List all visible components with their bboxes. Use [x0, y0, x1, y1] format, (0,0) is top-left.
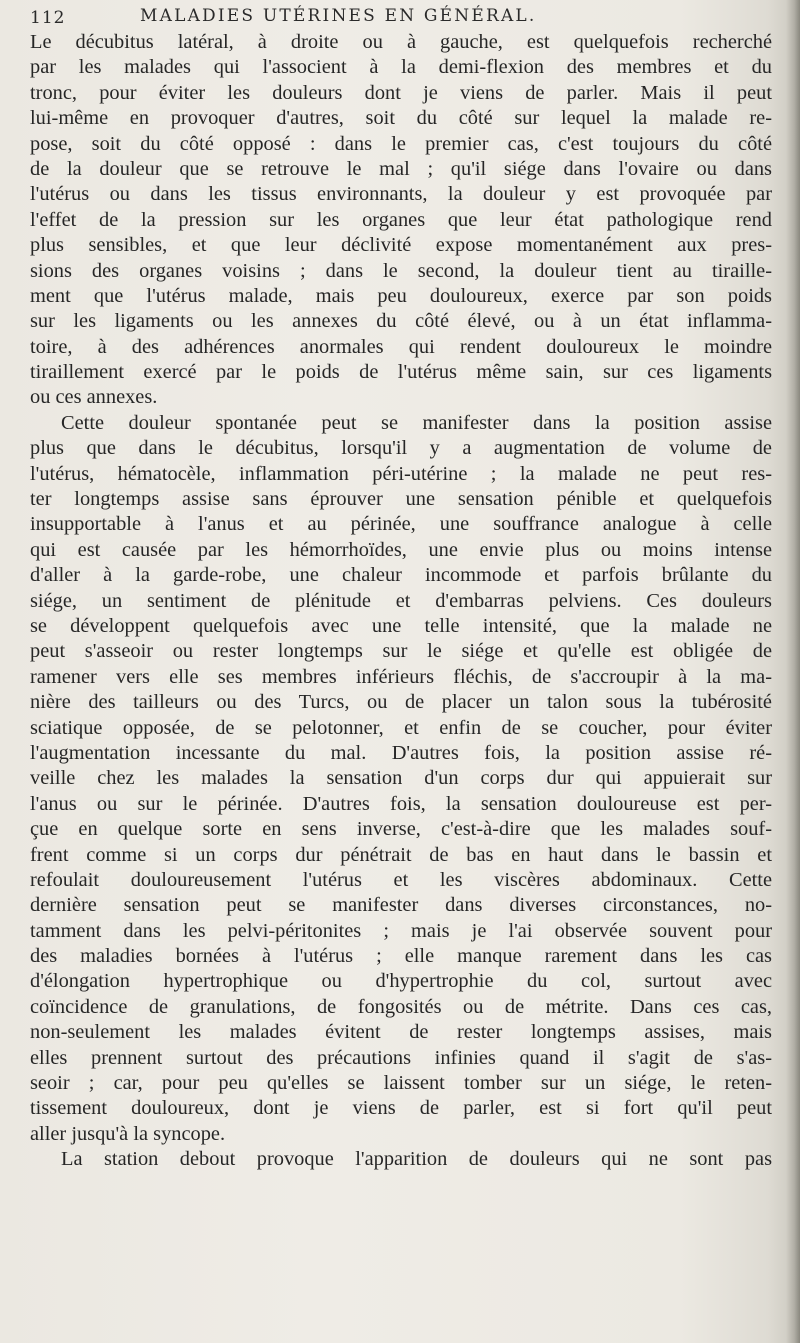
text-line: refoulait douloureusement l'utérus et les viscères abdominaux. Cette: [30, 868, 772, 891]
text-line: coïncidence de granulations, de fongosités ou de métrite. Dans ces cas,: [30, 995, 772, 1018]
text-line: Le décubitus latéral, à droite ou à gauche, est quelquefois recherché: [30, 31, 772, 53]
text-line: frent comme si un corps dur pénétrait de bas en haut dans le bassin et: [30, 843, 772, 866]
page-header: [30, 4, 772, 30]
text-line: ramener vers elle ses membres inférieurs fléchis, de s'accroupir à la ma-: [30, 665, 772, 688]
text-line: Cette douleur spontanée peut se manifester dans la position assise: [61, 411, 772, 434]
text-line: sciatique opposée, de se pelotonner, et enfin de se coucher, pour éviter: [30, 716, 772, 739]
text-line: insupportable à l'anus et au périnée, une souffrance analogue à celle: [30, 513, 772, 536]
page-number: 112: [30, 8, 66, 28]
page-edge-shadow: [786, 0, 800, 1343]
text-line: sur les ligaments ou les annexes du côté élevé, ou à un état inflamma-: [30, 310, 772, 333]
text-line: de la douleur que se retrouve le mal ; qu'il siége dans l'ovaire ou dans: [30, 157, 772, 180]
text-line: tronc, pour éviter les douleurs dont je viens de parler. Mais il peut: [30, 81, 772, 104]
text-line: çue en quelque sorte en sens inverse, c'est-à-dire que les malades souf-: [30, 818, 772, 841]
text-line: nière des tailleurs ou des Turcs, ou de placer un talon sous la tubérosité: [30, 691, 772, 714]
running-title: MALADIES UTÉRINES EN GÉNÉRAL.: [140, 6, 537, 26]
body-text: [30, 30, 772, 1173]
text-line: La station debout provoque l'apparition de douleurs qui ne sont pas: [61, 1148, 772, 1171]
text-line: se développent quelquefois avec une telle intensité, que la malade ne: [30, 614, 772, 637]
text-line: non-seulement les malades évitent de rester longtemps assises, mais: [30, 1021, 772, 1044]
text-line: des maladies bornées à l'utérus ; elle manque rarement dans les cas: [30, 945, 772, 968]
text-line: d'aller à la garde-robe, une chaleur incommode et parfois brûlante du: [30, 564, 772, 587]
text-line: l'utérus ou dans les tissus environnants, la douleur y est provoquée par: [30, 183, 772, 206]
text-line: d'élongation hypertrophique ou d'hypertrophie du col, surtout avec: [30, 970, 772, 993]
text-line: tamment dans les pelvi-péritonites ; mais je l'ai observée souvent pour: [30, 919, 772, 942]
text-line: tissement douloureux, dont je viens de parler, est si fort qu'il peut: [30, 1097, 772, 1120]
text-line: seoir ; car, pour peu qu'elles se laissent tomber sur un siége, le reten-: [30, 1072, 772, 1095]
text-line: lui-même en provoquer d'autres, soit du côté sur lequel la malade re-: [30, 107, 772, 130]
text-line: qui est causée par les hémorrhoïdes, une envie plus ou moins intense: [30, 538, 772, 561]
text-line: elles prennent surtout des précautions infinies quand il s'agit de s'as-: [30, 1046, 772, 1069]
text-line: ou ces annexes.: [30, 386, 158, 409]
text-line: dernière sensation peut se manifester dans diverses circonstances, no-: [30, 894, 772, 917]
text-line: toire, à des adhérences anormales qui rendent douloureux le moindre: [30, 335, 772, 358]
text-line: plus que dans le décubitus, lorsqu'il y a augmentation de volume de: [30, 437, 772, 460]
text-line: pose, soit du côté opposé : dans le premier cas, c'est toujours du côté: [30, 132, 772, 155]
text-line: ter longtemps assise sans éprouver une sensation pénible et quelquefois: [30, 488, 772, 511]
text-line: l'augmentation incessante du mal. D'autres fois, la position assise ré-: [30, 741, 772, 764]
text-line: veille chez les malades la sensation d'un corps dur qui appuierait sur: [30, 767, 772, 790]
text-line: plus sensibles, et que leur déclivité expose momentanément aux pres-: [30, 234, 772, 257]
text-line: peut s'asseoir ou rester longtemps sur le siége et qu'elle est obligée de: [30, 640, 772, 663]
text-line: sions des organes voisins ; dans le second, la douleur tient au tiraille-: [30, 259, 772, 282]
text-line: l'anus ou sur le périnée. D'autres fois, la sensation douloureuse est per-: [30, 792, 772, 815]
text-line: l'utérus, hématocèle, inflammation péri-utérine ; la malade ne peut res-: [30, 462, 772, 485]
text-line: tiraillement exercé par le poids de l'utérus même sain, sur ces ligaments: [30, 361, 772, 384]
text-line: par les malades qui l'associent à la demi-flexion des membres et du: [30, 56, 772, 79]
text-line: siége, un sentiment de plénitude et d'embarras pelviens. Ces douleurs: [30, 589, 772, 612]
text-line: ment que l'utérus malade, mais peu douloureux, exerce par son poids: [30, 284, 772, 307]
text-line: l'effet de la pression sur les organes que leur état pathologique rend: [30, 208, 772, 231]
text-line: aller jusqu'à la syncope.: [30, 1122, 226, 1145]
